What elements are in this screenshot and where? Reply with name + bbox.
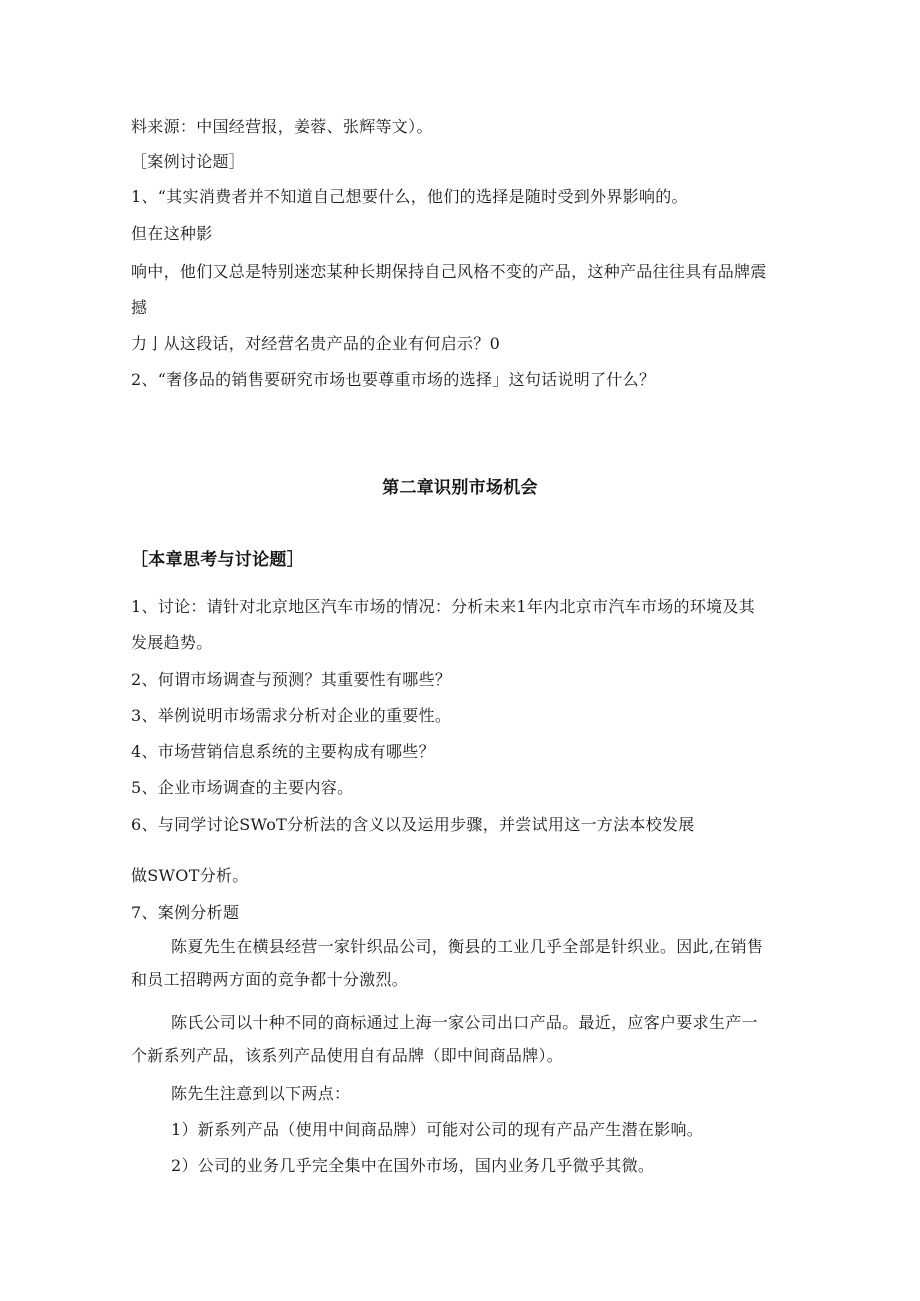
list-item: 做SWOT分析。 <box>131 866 249 885</box>
question-1-line-4: 撼 <box>131 298 148 317</box>
case-paragraph-line: 陈氏公司以十种不同的商标通过上海一家公司出口产品。最近，应客户要求生产一 <box>171 1013 758 1032</box>
list-item: 6、与同学讨论SWoT分析法的含义以及运用步骤，并尝试用这一方法本校发展 <box>131 815 695 834</box>
case-paragraph-line: 陈夏先生在横县经营一家针织品公司，衡县的工业几乎全部是针织业。因此,在销售 <box>171 937 764 956</box>
source-line: 料来源：中国经营报，姜蓉、张辉等文）。 <box>131 117 433 136</box>
case-paragraph-line: 1）新系列产品（使用中间商品牌）可能对公司的现有产品产生潜在影响。 <box>171 1120 704 1139</box>
thinking-heading: ［本章思考与讨论题］ <box>131 550 304 570</box>
list-item: 7、案例分析题 <box>131 903 240 922</box>
case-paragraph-line: 陈先生注意到以下两点： <box>171 1084 351 1103</box>
list-item: 3、举例说明市场需求分析对企业的重要性。 <box>131 706 452 725</box>
list-item: 4、市场营销信息系统的主要构成有哪些？ <box>131 742 435 761</box>
case-paragraph-line: 2）公司的业务几乎完全集中在国外市场，国内业务几乎微乎其微。 <box>171 1156 655 1175</box>
case-paragraph-line: 和员工招聘两方面的竞争都十分激烈。 <box>131 970 409 989</box>
list-item: 5、企业市场调查的主要内容。 <box>131 778 354 797</box>
chapter-title: 第二章识别市场机会 <box>382 478 538 498</box>
list-item: 1、讨论：请针对北京地区汽车市场的情况：分析未来1年内北京市汽车市场的环境及其 <box>131 597 756 616</box>
list-item: 发展趋势。 <box>131 633 213 652</box>
question-1-line-3: 响中，他们又总是特别迷恋某种长期保持自己风格不变的产品，这种产品往往具有品牌震 <box>131 262 767 281</box>
question-1-line-1: 1、“其实消费者并不知道自己想要什么，他们的选择是随时受到外界影响的。 <box>131 187 688 206</box>
case-paragraph-line: 个新系列产品，该系列产品使用自有品牌（即中间商品牌）。 <box>131 1046 564 1065</box>
question-1-line-2: 但在这种影 <box>131 224 213 243</box>
list-item: 2、何谓市场调查与预测？其重要性有哪些？ <box>131 670 452 689</box>
question-2: 2、“奢侈品的销售要研究市场也要尊重市场的选择」这句话说明了什么？ <box>131 370 656 389</box>
case-discussion-heading: ［案例讨论题］ <box>131 152 246 171</box>
question-1-line-5: 力亅从这段话，对经营名贵产品的企业有何启示？0 <box>131 334 501 353</box>
